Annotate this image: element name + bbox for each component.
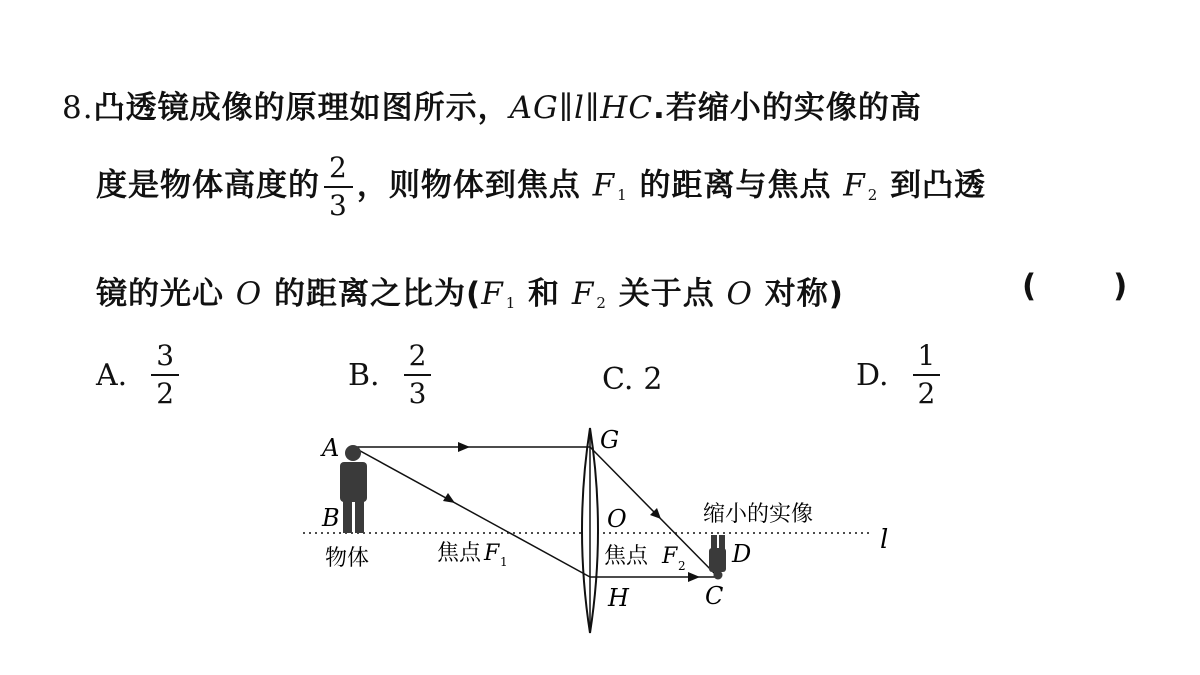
label-l: l	[880, 525, 889, 555]
option-d-label: D.	[856, 357, 889, 393]
label-h: H	[608, 584, 629, 612]
parallel-relation: AG∥l∥HC	[509, 90, 654, 126]
focus-f1: F	[592, 167, 616, 204]
option-b-den: 3	[408, 377, 427, 410]
label-a: A	[322, 434, 340, 462]
label-f1-sub: 1	[500, 555, 508, 569]
label-f1-letter: F	[484, 541, 500, 566]
question-text-1b: .若缩小的实像的高	[653, 90, 922, 126]
ray-hc-arrow	[688, 572, 700, 582]
focus-f1-sub: 1	[617, 185, 628, 204]
focus-f2-sub: 2	[867, 185, 879, 204]
answer-open-paren: (	[1022, 268, 1038, 304]
label-g: G	[600, 426, 620, 454]
focus-f1-paren-sub: 1	[505, 294, 517, 312]
question-text-3e: 对称)	[764, 276, 844, 312]
option-c-label: C.	[602, 362, 634, 397]
question-number: 8.	[62, 90, 94, 126]
label-o: O	[607, 505, 627, 533]
option-b-label: B.	[348, 357, 380, 393]
option-a-den: 2	[156, 377, 175, 410]
label-f2-text: 焦点	[604, 544, 649, 569]
object-person-icon	[340, 445, 367, 533]
question-text-3b: 的距离之比为(	[274, 276, 482, 312]
label-object: 物体	[325, 546, 370, 571]
option-b-num: 2	[404, 340, 432, 376]
focus-f2-paren: F	[571, 276, 595, 312]
label-f1-text: 焦点	[437, 541, 482, 566]
optical-center-o: O	[235, 276, 263, 312]
question-text-2d: 到凸透	[890, 167, 987, 204]
focus-f2: F	[843, 167, 866, 204]
label-image: 缩小的实像	[703, 502, 814, 527]
label-f2-letter: F	[662, 544, 678, 569]
question-text-3c: 和	[528, 276, 561, 312]
image-person-icon	[709, 535, 726, 580]
option-d-num: 1	[913, 340, 941, 376]
question-text-3d: 关于点	[618, 276, 715, 312]
question-text-1a: 凸透镜成像的原理如图所示，	[93, 90, 510, 126]
optical-center-o2: O	[726, 276, 753, 312]
question-text-2b: ，则物体到焦点	[356, 167, 581, 204]
option-d-den: 2	[917, 377, 936, 410]
answer-close-paren: )	[1113, 268, 1129, 304]
label-f2-sub: 2	[678, 559, 686, 573]
focus-f2-paren-sub: 2	[596, 294, 607, 312]
question-text-3a: 镜的光心	[96, 276, 224, 312]
focus-f1-paren: F	[481, 276, 504, 312]
question-text-2a: 度是物体高度的	[96, 167, 320, 204]
label-c: C	[705, 582, 724, 610]
option-c-value: 2	[643, 362, 663, 397]
label-b: B	[322, 504, 340, 532]
ray-ag-arrow	[458, 442, 470, 452]
fraction-denominator: 3	[329, 189, 348, 222]
option-a-num: 3	[151, 340, 179, 376]
label-d: D	[732, 540, 752, 568]
fraction-numerator: 2	[324, 152, 353, 188]
question-text-2c: 的距离与焦点	[639, 167, 832, 204]
option-a-label: A.	[96, 357, 128, 393]
